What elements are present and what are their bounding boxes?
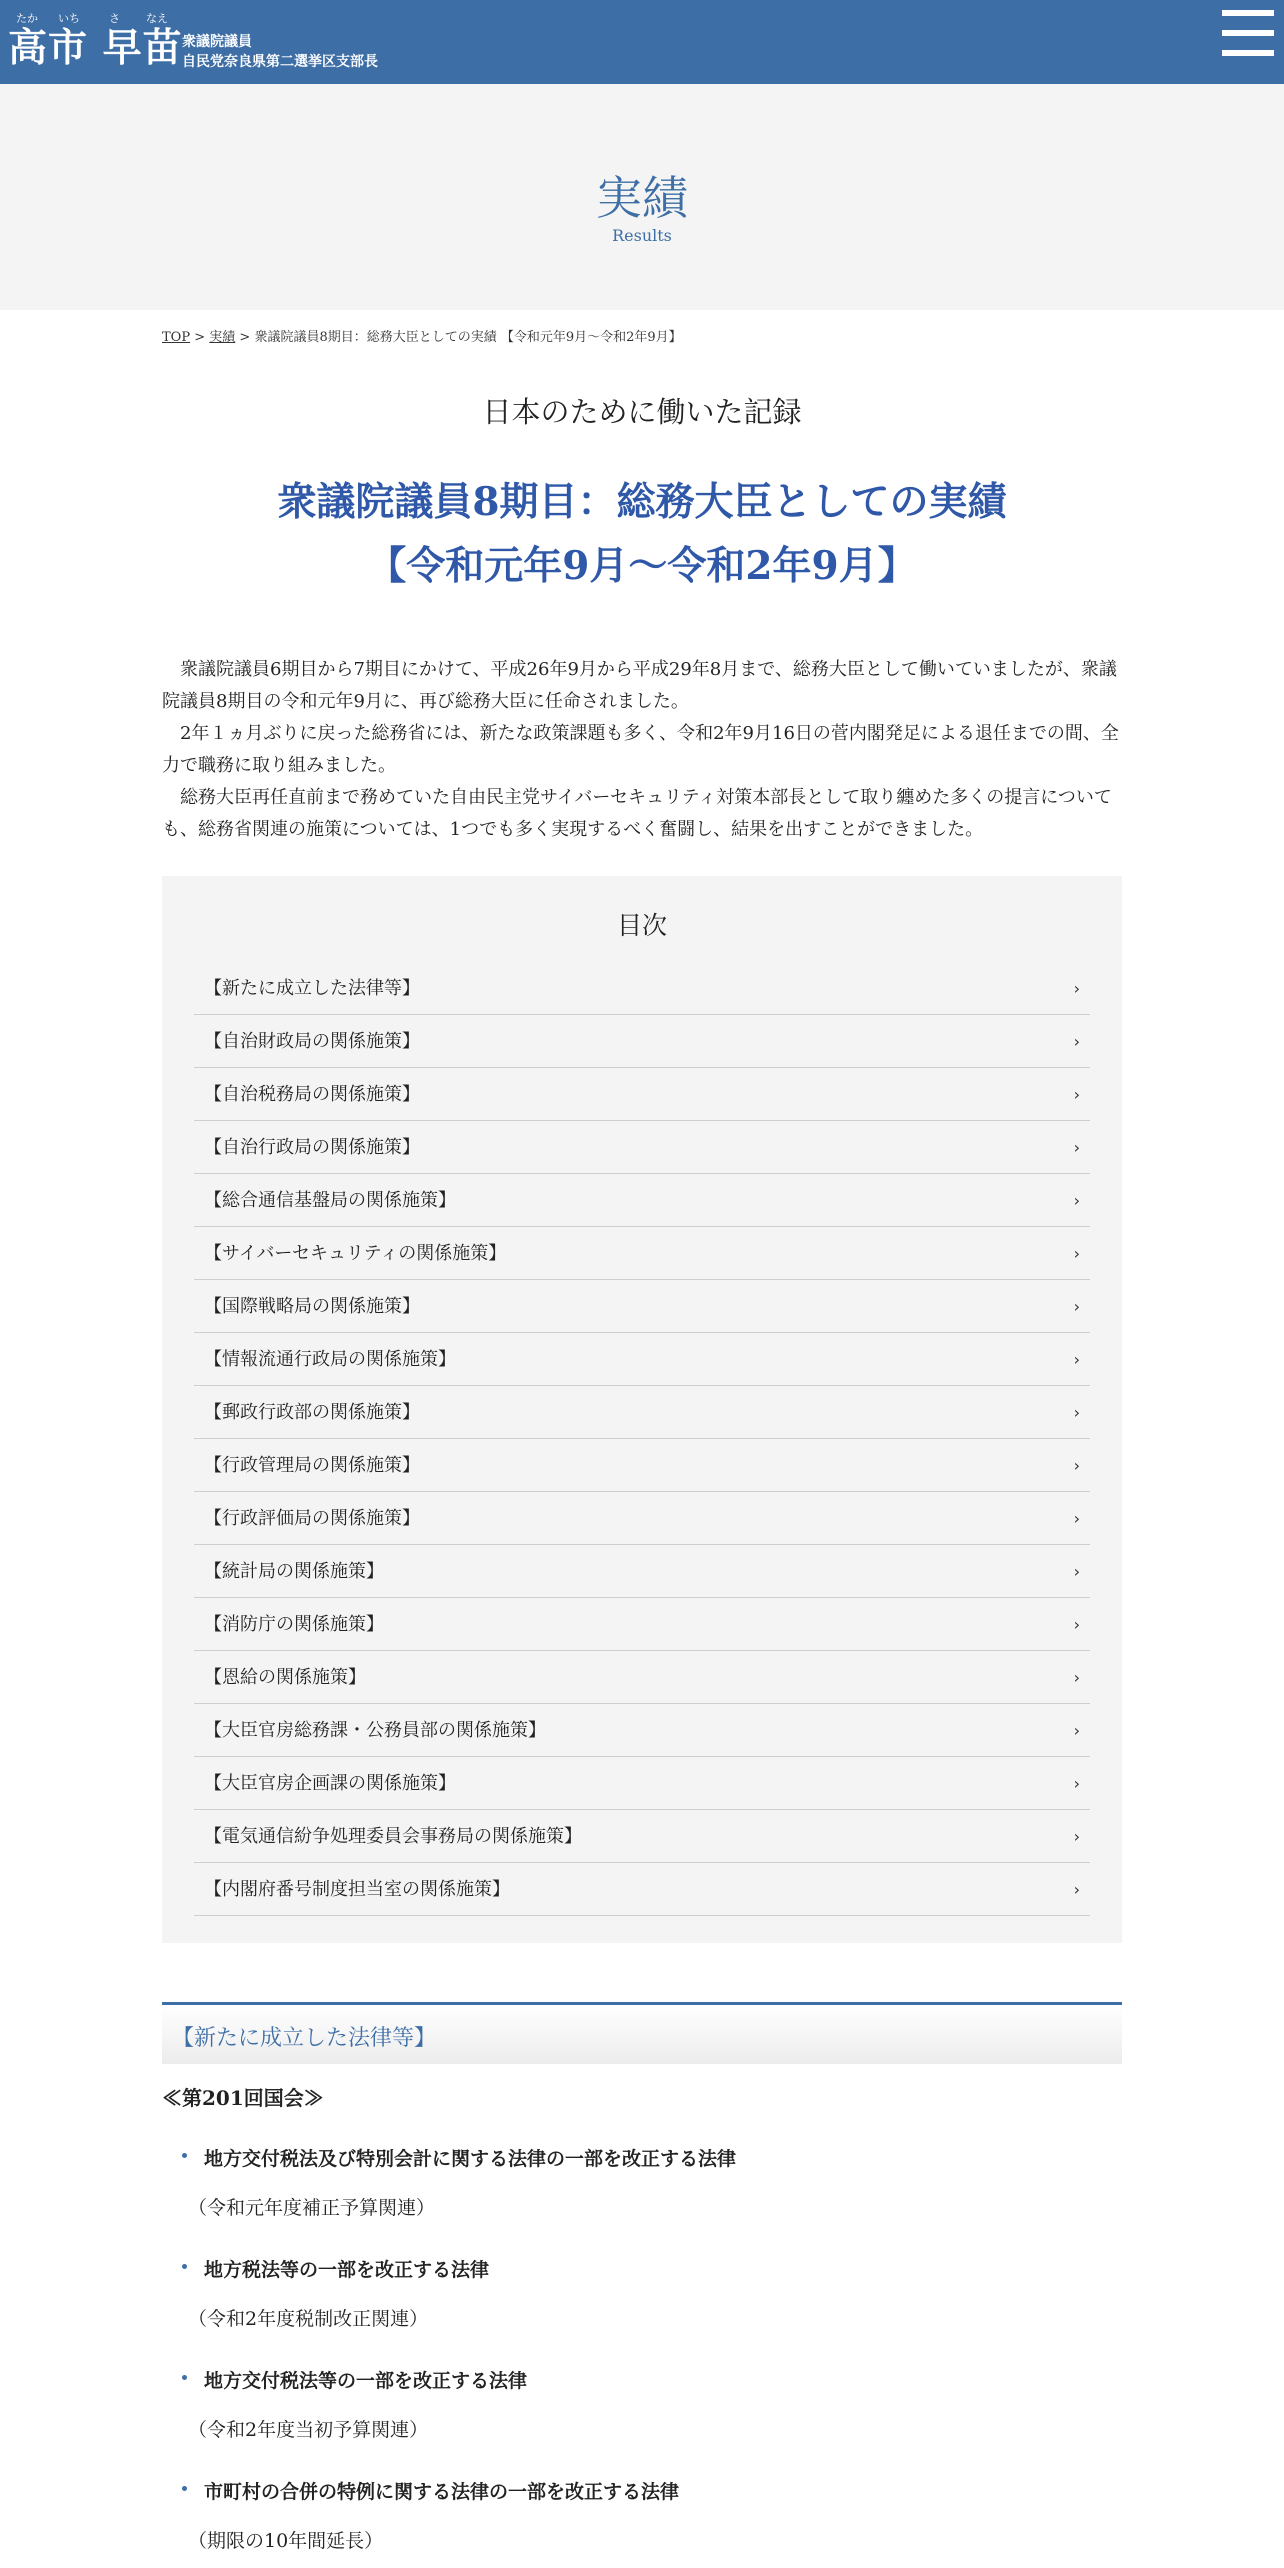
chevron-right-icon: › xyxy=(1073,1880,1080,1899)
toc-item[interactable] xyxy=(194,1386,1090,1439)
toc-item-label: 【統計局の関係施策】 xyxy=(204,1561,384,1582)
logo-subtitle-line1: 衆議院議員 xyxy=(182,34,252,50)
name-ruby xyxy=(8,10,168,24)
toc-item[interactable] xyxy=(194,1757,1090,1810)
toc-item[interactable] xyxy=(194,1439,1090,1492)
chevron-right-icon: › xyxy=(1073,1668,1080,1687)
hamburger-icon[interactable] xyxy=(1222,10,1274,60)
chevron-right-icon: › xyxy=(1073,979,1080,998)
chevron-right-icon: › xyxy=(1073,1085,1080,1104)
toc-item[interactable] xyxy=(194,1174,1090,1227)
toc-item[interactable] xyxy=(194,1651,1090,1704)
main-heading-line2: 【令和元年9月～令和2年9月】 xyxy=(367,543,917,589)
main-heading-line1: 衆議院議員8期目：総務大臣としての実績 xyxy=(277,479,1007,525)
toc-item[interactable] xyxy=(194,962,1090,1015)
toc-item-label: 【総合通信基盤局の関係施策】 xyxy=(204,1190,456,1211)
law-item xyxy=(180,2477,1120,2553)
ruby-sa: さ xyxy=(109,12,120,25)
breadcrumb-top-link[interactable]: TOP xyxy=(162,330,191,345)
site-logo[interactable]: 高市 早苗 xyxy=(8,26,183,71)
table-of-contents xyxy=(162,876,1122,1943)
toc-item[interactable] xyxy=(194,1015,1090,1068)
toc-item[interactable] xyxy=(194,1068,1090,1121)
law-note: （期限の10年間延長） xyxy=(188,2530,384,2552)
chevron-right-icon: › xyxy=(1073,1297,1080,1316)
page-title: 実績 xyxy=(596,171,688,225)
intro-paragraph: 総務大臣再任直前まで務めていた自由民主党サイバーセキュリティ対策本部長として取り纏めた多くの提言についても、総務省関連の施策については、1つでも多く実現するべく奮闘し、結果を出すことができました。 xyxy=(162,787,1112,840)
main-heading xyxy=(0,470,1284,598)
site-header xyxy=(0,0,1284,84)
section-heading-text: 【新たに成立した法律等】 xyxy=(172,2026,437,2051)
toc-item-label: 【行政評価局の関係施策】 xyxy=(204,1508,420,1529)
toc-item-label: 【自治税務局の関係施策】 xyxy=(204,1084,420,1105)
ruby-nae: なえ xyxy=(146,12,168,25)
toc-item[interactable] xyxy=(194,1492,1090,1545)
law-item xyxy=(180,2255,1120,2331)
toc-item-label: 【電気通信紛争処理委員会事務局の関係施策】 xyxy=(204,1826,582,1847)
chevron-right-icon: › xyxy=(1073,1032,1080,1051)
chevron-right-icon: › xyxy=(1073,1403,1080,1422)
chevron-right-icon: › xyxy=(1073,1138,1080,1157)
toc-item[interactable] xyxy=(194,1704,1090,1757)
ruby-ichi: いち xyxy=(58,12,80,25)
chevron-right-icon: › xyxy=(1073,1509,1080,1528)
toc-item-label: 【恩給の関係施策】 xyxy=(204,1667,366,1688)
law-title: 地方税法等の一部を改正する法律 xyxy=(180,2255,1120,2282)
law-item xyxy=(180,2144,1120,2220)
toc-item[interactable] xyxy=(194,1280,1090,1333)
toc-item-label: 【郵政行政部の関係施策】 xyxy=(204,1402,420,1423)
toc-item[interactable] xyxy=(194,1863,1090,1916)
chevron-right-icon: › xyxy=(1073,1774,1080,1793)
intro-paragraph: 衆議院議員6期目から7期目にかけて、平成26年9月から平成29年8月まで、総務大臣として働いていましたが、衆議院議員8期目の令和元年9月に、再び総務大臣に任命されました。 xyxy=(162,659,1117,712)
chevron-right-icon: › xyxy=(1073,1191,1080,1210)
breadcrumb xyxy=(162,326,682,345)
chevron-right-icon: › xyxy=(1073,1615,1080,1634)
diet-session-label: ≪第201回国会≫ xyxy=(162,2086,324,2110)
chevron-right-icon: › xyxy=(1073,1721,1080,1740)
toc-title: 目次 xyxy=(616,911,667,940)
breadcrumb-current: 衆議院議員8期目：総務大臣としての実績 【令和元年9月～令和2年9月】 xyxy=(254,330,682,345)
toc-item-label: 【自治財政局の関係施策】 xyxy=(204,1031,420,1052)
section-heading xyxy=(162,2002,1122,2064)
toc-item[interactable] xyxy=(194,1598,1090,1651)
toc-item-label: 【自治行政局の関係施策】 xyxy=(204,1137,420,1158)
toc-item-label: 【国際戦略局の関係施策】 xyxy=(204,1296,420,1317)
law-title: 市町村の合併の特例に関する法律の一部を改正する法律 xyxy=(180,2477,1120,2504)
section-kicker: 日本のために働いた記録 xyxy=(482,395,802,429)
intro-paragraph: 2年１ヵ月ぶりに戻った総務省には、新たな政策課題も多く、令和2年9月16日の菅内閣発足による退任までの間、全力で職務に取り組みました。 xyxy=(162,723,1119,776)
toc-item-label: 【大臣官房企画課の関係施策】 xyxy=(204,1773,456,1794)
intro-text xyxy=(162,654,1122,846)
logo-subtitle-line2: 自民党奈良県第二選挙区支部長 xyxy=(182,54,378,70)
page-title-banner xyxy=(0,84,1284,310)
page-subtitle: Results xyxy=(612,226,672,245)
toc-item[interactable] xyxy=(194,1810,1090,1863)
chevron-right-icon: › xyxy=(1073,1244,1080,1263)
law-title: 地方交付税法及び特別会計に関する法律の一部を改正する法律 xyxy=(180,2144,1120,2171)
toc-item[interactable] xyxy=(194,1227,1090,1280)
law-item xyxy=(180,2366,1120,2442)
breadcrumb-separator: > xyxy=(239,330,251,345)
breadcrumb-separator: > xyxy=(194,330,206,345)
breadcrumb-results-link[interactable]: 実績 xyxy=(209,330,236,345)
toc-item[interactable] xyxy=(194,1545,1090,1598)
chevron-right-icon: › xyxy=(1073,1827,1080,1846)
chevron-right-icon: › xyxy=(1073,1456,1080,1475)
toc-item[interactable] xyxy=(194,1121,1090,1174)
toc-item-label: 【大臣官房総務課・公務員部の関係施策】 xyxy=(204,1720,546,1741)
toc-item-label: 【内閣府番号制度担当室の関係施策】 xyxy=(204,1879,510,1900)
law-note: （令和2年度当初予算関連） xyxy=(188,2419,429,2441)
toc-item-label: 【行政管理局の関係施策】 xyxy=(204,1455,420,1476)
toc-item-label: 【情報流通行政局の関係施策】 xyxy=(204,1349,456,1370)
toc-list xyxy=(194,962,1090,1916)
chevron-right-icon: › xyxy=(1073,1562,1080,1581)
toc-item[interactable] xyxy=(194,1333,1090,1386)
law-note: （令和元年度補正予算関連） xyxy=(188,2197,436,2219)
law-note: （令和2年度税制改正関連） xyxy=(188,2308,429,2330)
ruby-taka: たか xyxy=(16,12,38,25)
toc-item-label: 【消防庁の関係施策】 xyxy=(204,1614,384,1635)
chevron-right-icon: › xyxy=(1073,1350,1080,1369)
toc-item-label: 【サイバーセキュリティの関係施策】 xyxy=(204,1243,507,1264)
law-title: 地方交付税法等の一部を改正する法律 xyxy=(180,2366,1120,2393)
toc-item-label: 【新たに成立した法律等】 xyxy=(204,978,420,999)
logo-subtitle xyxy=(182,32,378,72)
